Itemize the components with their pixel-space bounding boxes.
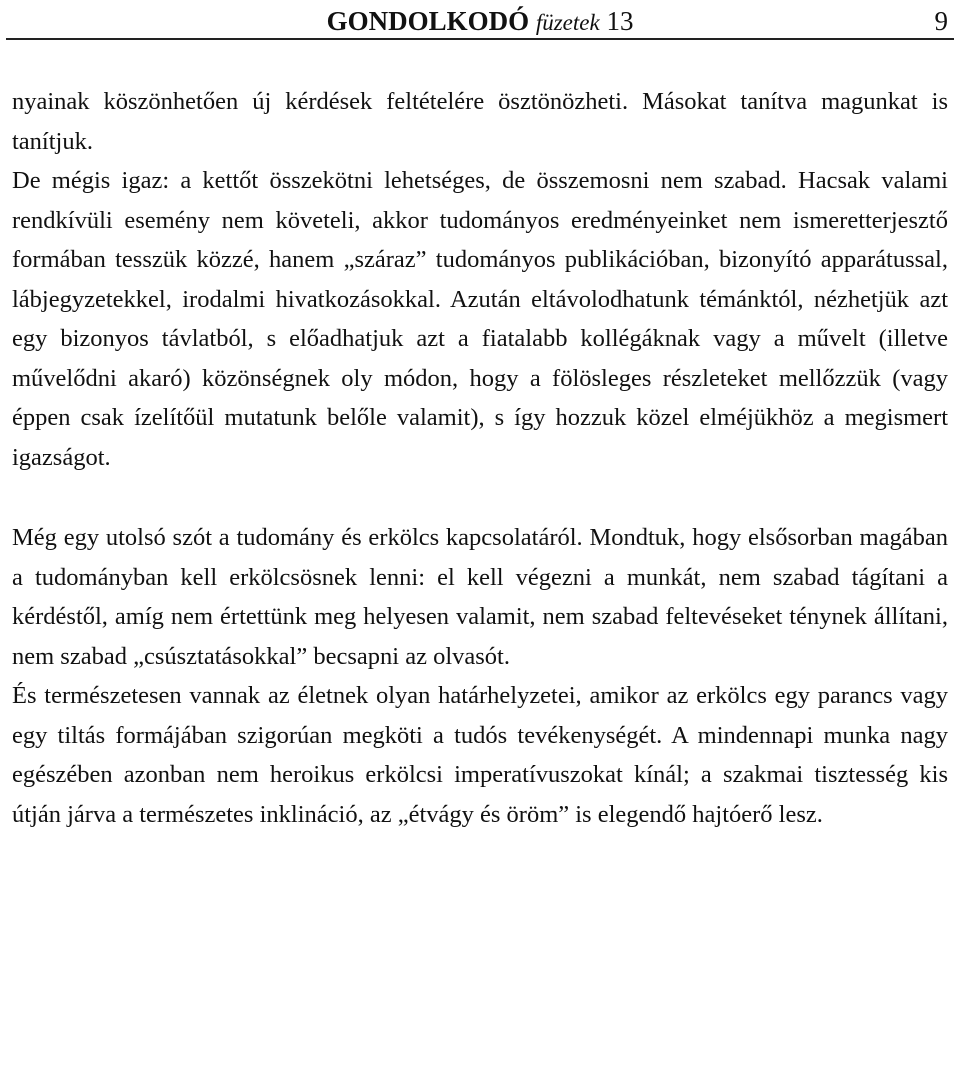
paragraph-science-popularization: De mégis igaz: a kettőt összekötni lehetséges, de összemosni nem szabad. Hacsak valami rendkívüli esemény nem követeli, akkor tudományos eredményeinket nem ismeretterjesztő formában tesszük közzé, hanem „száraz” tudományos publikációban, bizonyító apparátussal, lábjegyzetekkel, irodalmi hivatkozásokkal. Azután eltávolodhatunk témánktól, nézhetjük azt egy bizonyos távlatból, s előadhatjuk azt a fiatalabb kollégáknak vagy a művelt (illetve művelődni akaró) közönségnek oly módon, hogy a fölösleges részleteket mellőzzük (vagy éppen csak ízelítőül mutatunk belőle valamit), s így hozzuk közel elméjükhöz a megismert igazságot. bbox=[12, 167, 948, 471]
running-header bbox=[10, 6, 950, 36]
publication-title bbox=[10, 6, 950, 38]
paragraph-science-ethics: Még egy utolsó szót a tudomány és erkölcs kapcsolatáról. Mondtuk, hogy elsősorban magában a tudományban kell erkölcsösnek lenni: el kell végezni a munkát, nem szabad tágítani a kérdéstől, amíg nem értettünk meg helyesen valamit, nem szabad feltevéseket ténynek állítani, nem szabad „csúsztatásokkal” becsapni az olvasót. bbox=[12, 524, 948, 670]
header-rule bbox=[6, 38, 954, 40]
paragraph-boundary-situations: És természetesen vannak az életnek olyan határhelyzetei, amikor az erkölcs egy parancs vagy egy tiltás formájában szigorúan megköti a tudós tevékenységét. A mindennapi munka nagy egészében azonban nem heroikus erkölcsi imperatívuszokat kínál; a szakmai tisztesség kis útján járva a természetes inklináció, az „étvágy és öröm” is elegendő hajtóerő lesz. bbox=[12, 682, 948, 828]
page-number: 9 bbox=[934, 6, 948, 36]
section-gap bbox=[12, 477, 948, 518]
issue-number: 13 bbox=[606, 6, 634, 36]
series-suffix: füzetek bbox=[535, 10, 600, 35]
page-body bbox=[12, 82, 948, 834]
paragraph-continuation: nyainak köszönhetően új kérdések feltételére ösztönözheti. Másokat tanítva magunkat is tanítjuk. bbox=[12, 88, 948, 155]
series-name: GONDOLKODÓ bbox=[326, 6, 530, 36]
